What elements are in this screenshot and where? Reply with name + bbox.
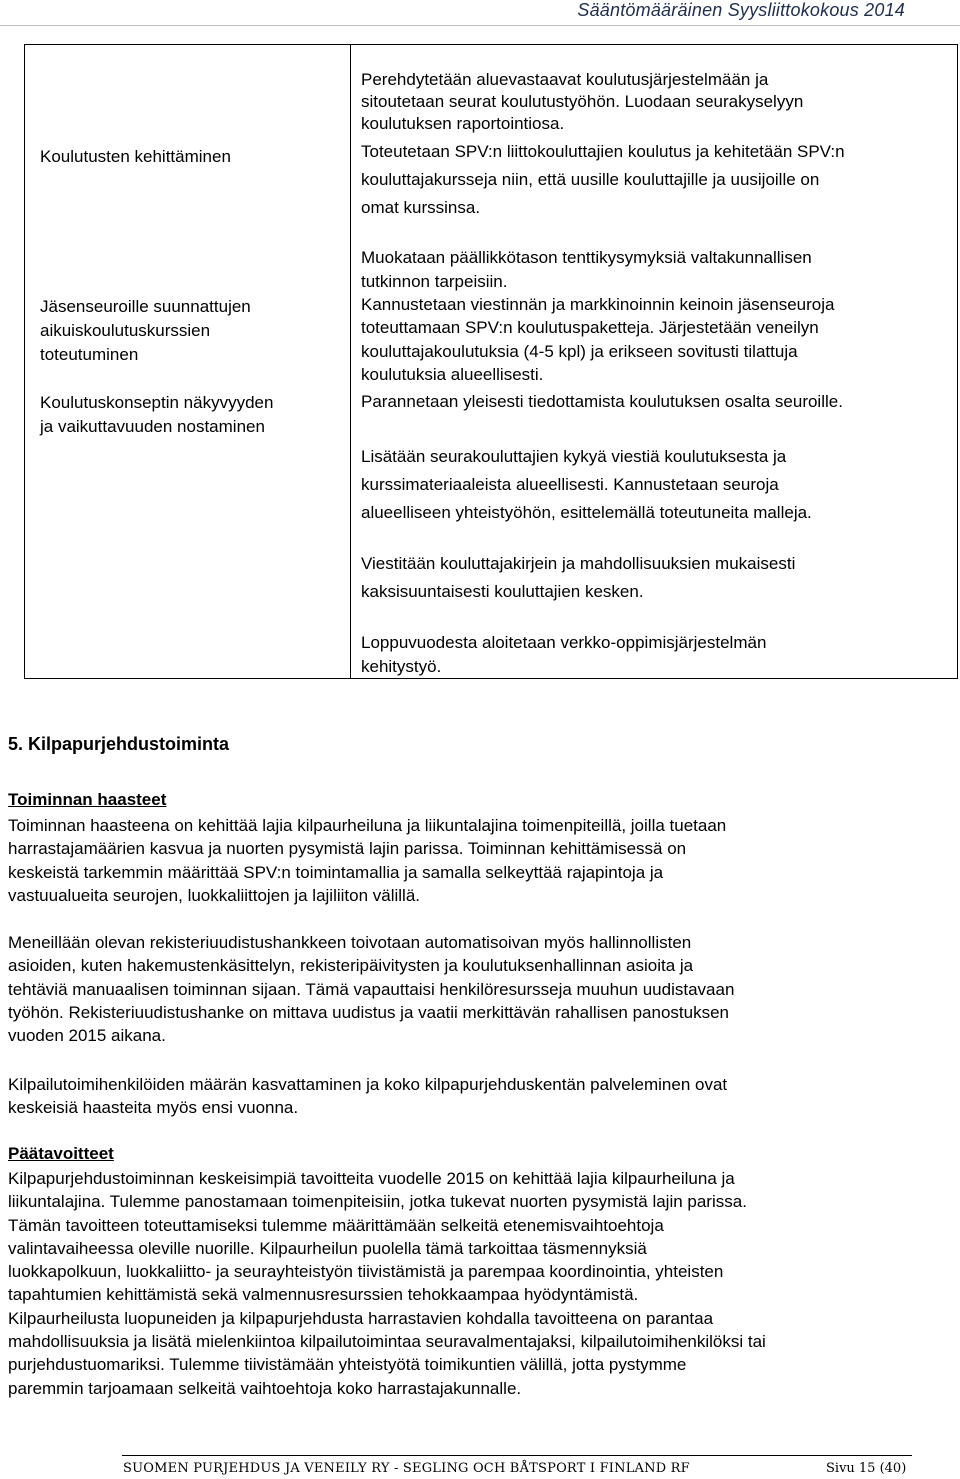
goal-text: Koulutusten kehittäminen bbox=[40, 147, 231, 166]
text-line: mahdollisuuksia ja lisätä mielenkiintoa kilpailutoimintaa seuravalmentajaksi, kilpailutoimihenkilöksi tai bbox=[8, 1332, 766, 1352]
text-line: Meneillään olevan rekisteriuudistushankkeen toivotaan automatisoivan myös hallinnollisten bbox=[8, 933, 692, 952]
action-text: Perehdytetään aluevastaavat koulutusjärjestelmään ja bbox=[361, 70, 769, 89]
goal-text: Jäsenseuroille suunnattujen bbox=[40, 297, 251, 316]
goals-column bbox=[25, 45, 351, 679]
action-text: Viestitään kouluttajakirjein ja mahdollisuuksien mukaisesti bbox=[361, 554, 796, 573]
paragraph-challenges-1 bbox=[8, 814, 908, 907]
paragraph-challenges-2 bbox=[8, 931, 908, 1047]
text-line: Kilpapurjehdustoiminnan keskeisimpiä tavoitteita vuodelle 2015 on kehittää lajia kilpaurheiluna ja bbox=[8, 1169, 735, 1188]
text-line: luokkapolkuun, luokkaliitto- ja seurayhteistyön tiivistämistä ja parempaa koordinointia, yhteisten bbox=[8, 1262, 724, 1282]
action-text: koulutuksen raportointiosa. bbox=[361, 114, 565, 133]
text-line: Kilpaurheilusta luopuneiden ja kilpapurjehdusta harrastavien kohdalla tavoitteena on parantaa bbox=[8, 1308, 714, 1328]
actions-column bbox=[351, 45, 958, 679]
action-text: Parannetaan yleisesti tiedottamista koulutuksen osalta seuroille. bbox=[361, 392, 843, 411]
action-text: koulutuksia alueellisesti. bbox=[361, 365, 544, 384]
footer-organization: SUOMEN PURJEHDUS JA VENEILY RY - SEGLING OCH BÅTSPORT I FINLAND RF bbox=[123, 1461, 690, 1476]
text-line: Tämän tavoitteen toteuttamiseksi tulemme määrittämään selkeitä etenemisvaihtoehtoja bbox=[8, 1215, 664, 1235]
paragraph-main-goals bbox=[8, 1167, 908, 1400]
training-plan-table bbox=[24, 44, 958, 679]
header-title: Sääntömääräinen Syysliittokokous 2014 bbox=[577, 0, 905, 20]
action-text: Lisätään seurakouluttajien kykyä viestiä koulutuksesta ja bbox=[361, 447, 787, 466]
text-line: tehtäviä manuaalisen toiminnan sijaan. Tämä vapauttaisi henkilöresursseja muuhun uudistavaan bbox=[8, 979, 735, 999]
action-text: omat kurssinsa. bbox=[361, 198, 481, 217]
text-line: liikuntalajina. Tulemme panostamaan toimenpiteisiin, jotka tukevat nuorten pysymistä lajin parissa. bbox=[8, 1192, 747, 1212]
action-text: kouluttajakoulutuksia (4-5 kpl) ja erikseen sovitusti tilattuja bbox=[361, 342, 798, 361]
action-text: Loppuvuodesta aloitetaan verkko-oppimisjärjestelmän bbox=[361, 633, 767, 652]
page-header bbox=[0, 0, 960, 26]
goal-text: Koulutuskonseptin näkyvyyden bbox=[40, 393, 274, 412]
text-line: vastuualueita seurojen, luokkaliittojen ja lajiliiton välillä. bbox=[8, 885, 421, 905]
subheading-main-goals: Päätavoitteet bbox=[8, 1144, 114, 1163]
text-line: harrastajamäärien kasvua ja nuorten pysymistä lajin parissa. Toiminnan kehittämisessä on bbox=[8, 839, 687, 859]
action-text: Toteutetaan SPV:n liittokouluttajien koulutus ja kehitetään SPV:n bbox=[361, 142, 845, 161]
text-line: työhön. Rekisteriuudistushanke on mittava uudistus ja vaatii merkittävän rahallisen panostuksen bbox=[8, 1002, 730, 1022]
action-text: sitoutetaan seurat koulutustyöhön. Luodaan seurakyselyyn bbox=[361, 92, 804, 111]
text-line: vuoden 2015 aikana. bbox=[8, 1026, 166, 1046]
header-divider bbox=[0, 25, 960, 26]
text-line: paremmin tarjoamaan selkeitä vaihtoehtoja koko harrastajakunnalle. bbox=[8, 1378, 522, 1398]
text-line: asioiden, kuten hakemustenkäsittelyn, rekisteripäivitysten ja koulutuksenhallinnan asioita ja bbox=[8, 956, 694, 976]
text-line: tapahtumien kehittämistä sekä valmennusresurssien tehokkaampaa hyödyntämistä. bbox=[8, 1285, 639, 1305]
footer-divider bbox=[122, 1455, 912, 1456]
paragraph-challenges-3 bbox=[8, 1073, 908, 1120]
action-text: Kannustetaan viestinnän ja markkinoinnin keinoin jäsenseuroja bbox=[361, 295, 835, 314]
action-text: tutkinnon tarpeisiin. bbox=[361, 272, 508, 291]
section-heading: 5. Kilpapurjehdustoiminta bbox=[8, 734, 230, 754]
action-text: alueelliseen yhteistyöhön, esittelemällä toteutuneita malleja. bbox=[361, 503, 812, 522]
footer-page-number: Sivu 15 (40) bbox=[826, 1461, 907, 1476]
action-text: kurssimateriaaleista alueellisesti. Kannustetaan seuroja bbox=[361, 475, 779, 494]
action-text: kouluttajakursseja niin, että uusille kouluttajille ja uusijoille on bbox=[361, 170, 820, 189]
goal-text: aikuiskoulutuskurssien bbox=[40, 321, 211, 340]
table-row bbox=[25, 45, 958, 679]
text-line: purjehdustuomariksi. Tulemme tiivistämään yhteistyötä toimikuntien välillä, jotta pystymme bbox=[8, 1355, 687, 1375]
action-text: Muokataan päällikkötason tenttikysymyksiä valtakunnallisen bbox=[361, 248, 812, 267]
text-line: Kilpailutoimihenkilöiden määrän kasvattaminen ja koko kilpapurjehduskentän palveleminen ovat bbox=[8, 1075, 728, 1094]
goal-text: toteutuminen bbox=[40, 345, 139, 364]
action-text: kaksisuuntaisesti kouluttajien kesken. bbox=[361, 582, 644, 601]
text-line: keskeisiä haasteita myös ensi vuonna. bbox=[8, 1098, 299, 1118]
text-line: keskeistä tarkemmin määrittää SPV:n toimintamallia ja samalla selkeyttää rajapintoja ja bbox=[8, 862, 664, 882]
goal-text: ja vaikuttavuuden nostaminen bbox=[40, 417, 265, 436]
text-line: valintavaiheessa oleville nuorille. Kilpaurheilun puolella tämä tarkoittaa täsmennyksiä bbox=[8, 1238, 647, 1258]
text-line: Toiminnan haasteena on kehittää lajia kilpaurheiluna ja liikuntalajina toimenpiteillä, joilla tuetaan bbox=[8, 816, 727, 835]
subheading-challenges: Toiminnan haasteet bbox=[8, 790, 167, 809]
action-text: toteuttamaan SPV:n koulutuspaketteja. Järjestetään veneilyn bbox=[361, 318, 819, 337]
action-text: kehitystyö. bbox=[361, 657, 442, 676]
